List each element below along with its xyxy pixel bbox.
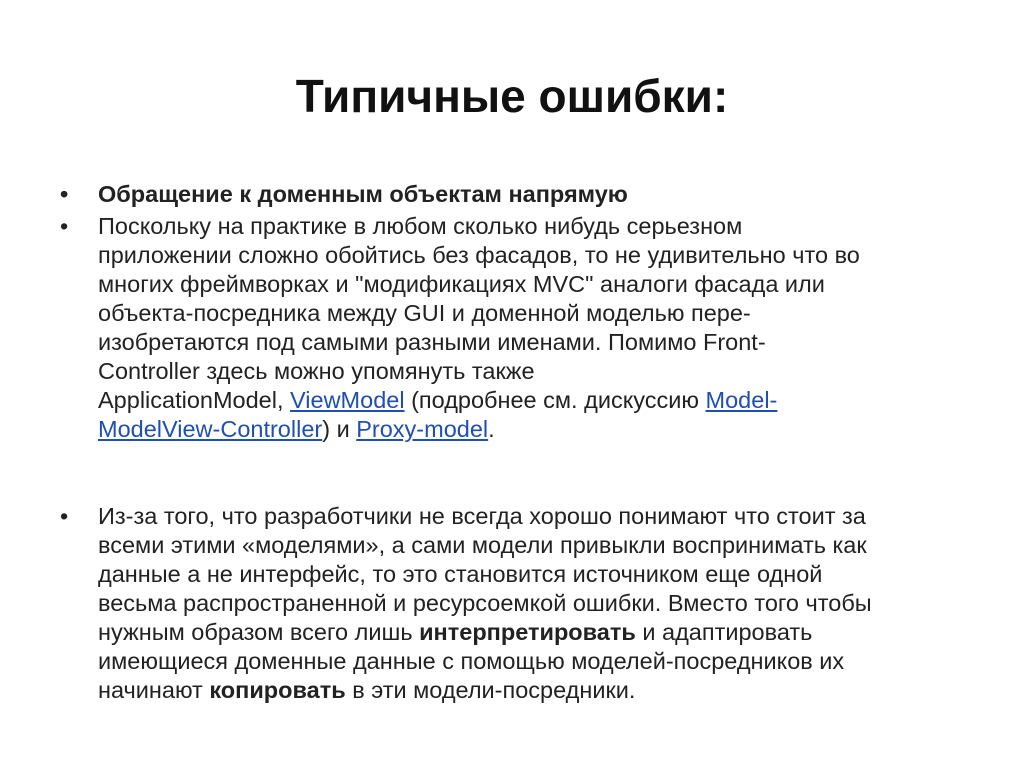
bullet-dot-icon: • <box>60 503 69 529</box>
text-fragment: . <box>488 416 495 442</box>
slide-title: Типичные ошибки: <box>295 70 729 122</box>
text-fragment: нужным образом всего лишь <box>98 619 420 645</box>
text-line: многих фреймворках и "модификациях MVC" аналоги фасада или <box>98 271 825 297</box>
bullet-item <box>60 212 960 444</box>
text-line: весьма распространенной и ресурсоемкой ошибки. Вместо того чтобы <box>98 590 872 616</box>
bold-term-copy: копировать <box>209 677 346 703</box>
text-line: Из-за того, что разработчики не всегда хорошо понимают что стоит за <box>98 503 866 529</box>
bullet-dot-icon: • <box>60 213 69 239</box>
text-line: приложении сложно обойтись без фасадов, то не удивительно что во <box>98 242 860 268</box>
model-modelview-controller-link[interactable]: ModelView-Controller <box>98 416 323 442</box>
bullet-text: Обращение к доменным объектам напрямую <box>98 181 628 207</box>
text-line: Поскольку на практике в любом сколько нибудь серьезном <box>98 213 743 239</box>
slide-content <box>60 180 960 705</box>
text-line: имеющиеся доменные данные с помощью моделей-посредников их <box>98 648 845 674</box>
text-fragment: ApplicationModel, <box>98 387 291 413</box>
text-line: всеми этими «моделями», а сами модели привыкли воспринимать как <box>98 532 867 558</box>
viewmodel-link[interactable]: ViewModel <box>290 387 405 413</box>
text-line: объекта-посредника между GUI и доменной моделью пере- <box>98 300 751 326</box>
text-fragment: в эти модели-посредники. <box>345 677 636 703</box>
text-line: Controller здесь можно упомянуть также <box>98 358 535 384</box>
bullet-dot-icon: • <box>60 181 69 207</box>
bullet-item <box>60 502 960 705</box>
model-modelview-controller-link[interactable]: Model- <box>705 387 778 413</box>
proxy-model-link[interactable]: Proxy-model <box>356 416 489 442</box>
bullet-item <box>60 180 960 209</box>
text-fragment: начинают <box>98 677 210 703</box>
text-line: данные а не интерфейс, то это становится источником еще одной <box>98 561 823 587</box>
text-fragment: ) и <box>322 416 357 442</box>
text-line: изобретаются под самыми разными именами. Помимо Front- <box>98 329 766 355</box>
text-fragment: (подробнее см. дискуссию <box>404 387 706 413</box>
text-fragment: и адаптировать <box>635 619 813 645</box>
bold-term-interpret: интерпретировать <box>419 619 636 645</box>
